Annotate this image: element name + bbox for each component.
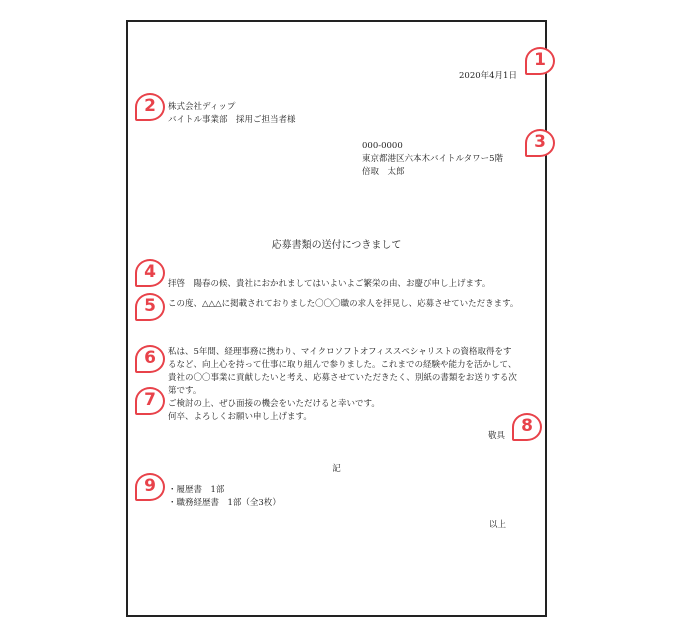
enclosure-item: ・履歴書 1部 [168, 485, 225, 495]
letter-date: 2020年4月1日 [459, 71, 517, 81]
closing-line-2: 何卒、よろしくお願い申し上げます。 [168, 412, 312, 422]
sender-name: 倍取 太郎 [362, 167, 405, 177]
callout-badge-6: 6 [135, 345, 165, 373]
callout-badge-3: 3 [525, 129, 555, 157]
callout-badge-2: 2 [135, 93, 165, 121]
enclosure-item: ・職務経歴書 1部（全3枚） [168, 498, 281, 508]
sender-postal: 000-0000 [362, 141, 403, 151]
callout-badge-4: 4 [135, 259, 165, 287]
experience-paragraph: 私は、5年間、経理事務に携わり、マイクロソフトオフィススペシャリストの資格取得をするなど、向上心を持って仕事に取り組んで参りました。これまでの経験や能力を活かして、貴社の〇〇事業に貢献したいと考え、応募させていただきたく、別紙の書類をお送りする次第です。 [168, 347, 517, 396]
sender-address: 東京都港区六本木バイトルタワー5階 [362, 154, 504, 164]
complimentary-close: 敬具 [488, 431, 506, 441]
callout-badge-1: 1 [525, 47, 555, 75]
ijou-closing: 以上 [489, 520, 507, 530]
letter-subject: 応募書類の送付につきまして [271, 240, 402, 251]
callout-badge-7: 7 [135, 387, 165, 415]
greeting-paragraph: 拝啓 陽春の候、貴社におかれましてはいよいよご繁栄の由、お慶び申し上げます。 [168, 279, 491, 289]
letter-sheet [126, 20, 547, 617]
closing-line-1: ご検討の上、ぜひ面接の機会をいただけると幸いです。 [168, 399, 380, 409]
callout-badge-9: 9 [135, 473, 165, 501]
ki-heading: 記 [332, 464, 341, 474]
recipient-company: 株式会社ディップ [168, 102, 236, 112]
callout-badge-5: 5 [135, 293, 165, 321]
recipient-department: バイトル事業部 採用ご担当者様 [168, 115, 296, 125]
callout-badge-8: 8 [512, 413, 542, 441]
application-paragraph: この度、△△△に掲載されておりました〇〇〇職の求人を拝見し、応募させていただきます。 [168, 299, 519, 309]
